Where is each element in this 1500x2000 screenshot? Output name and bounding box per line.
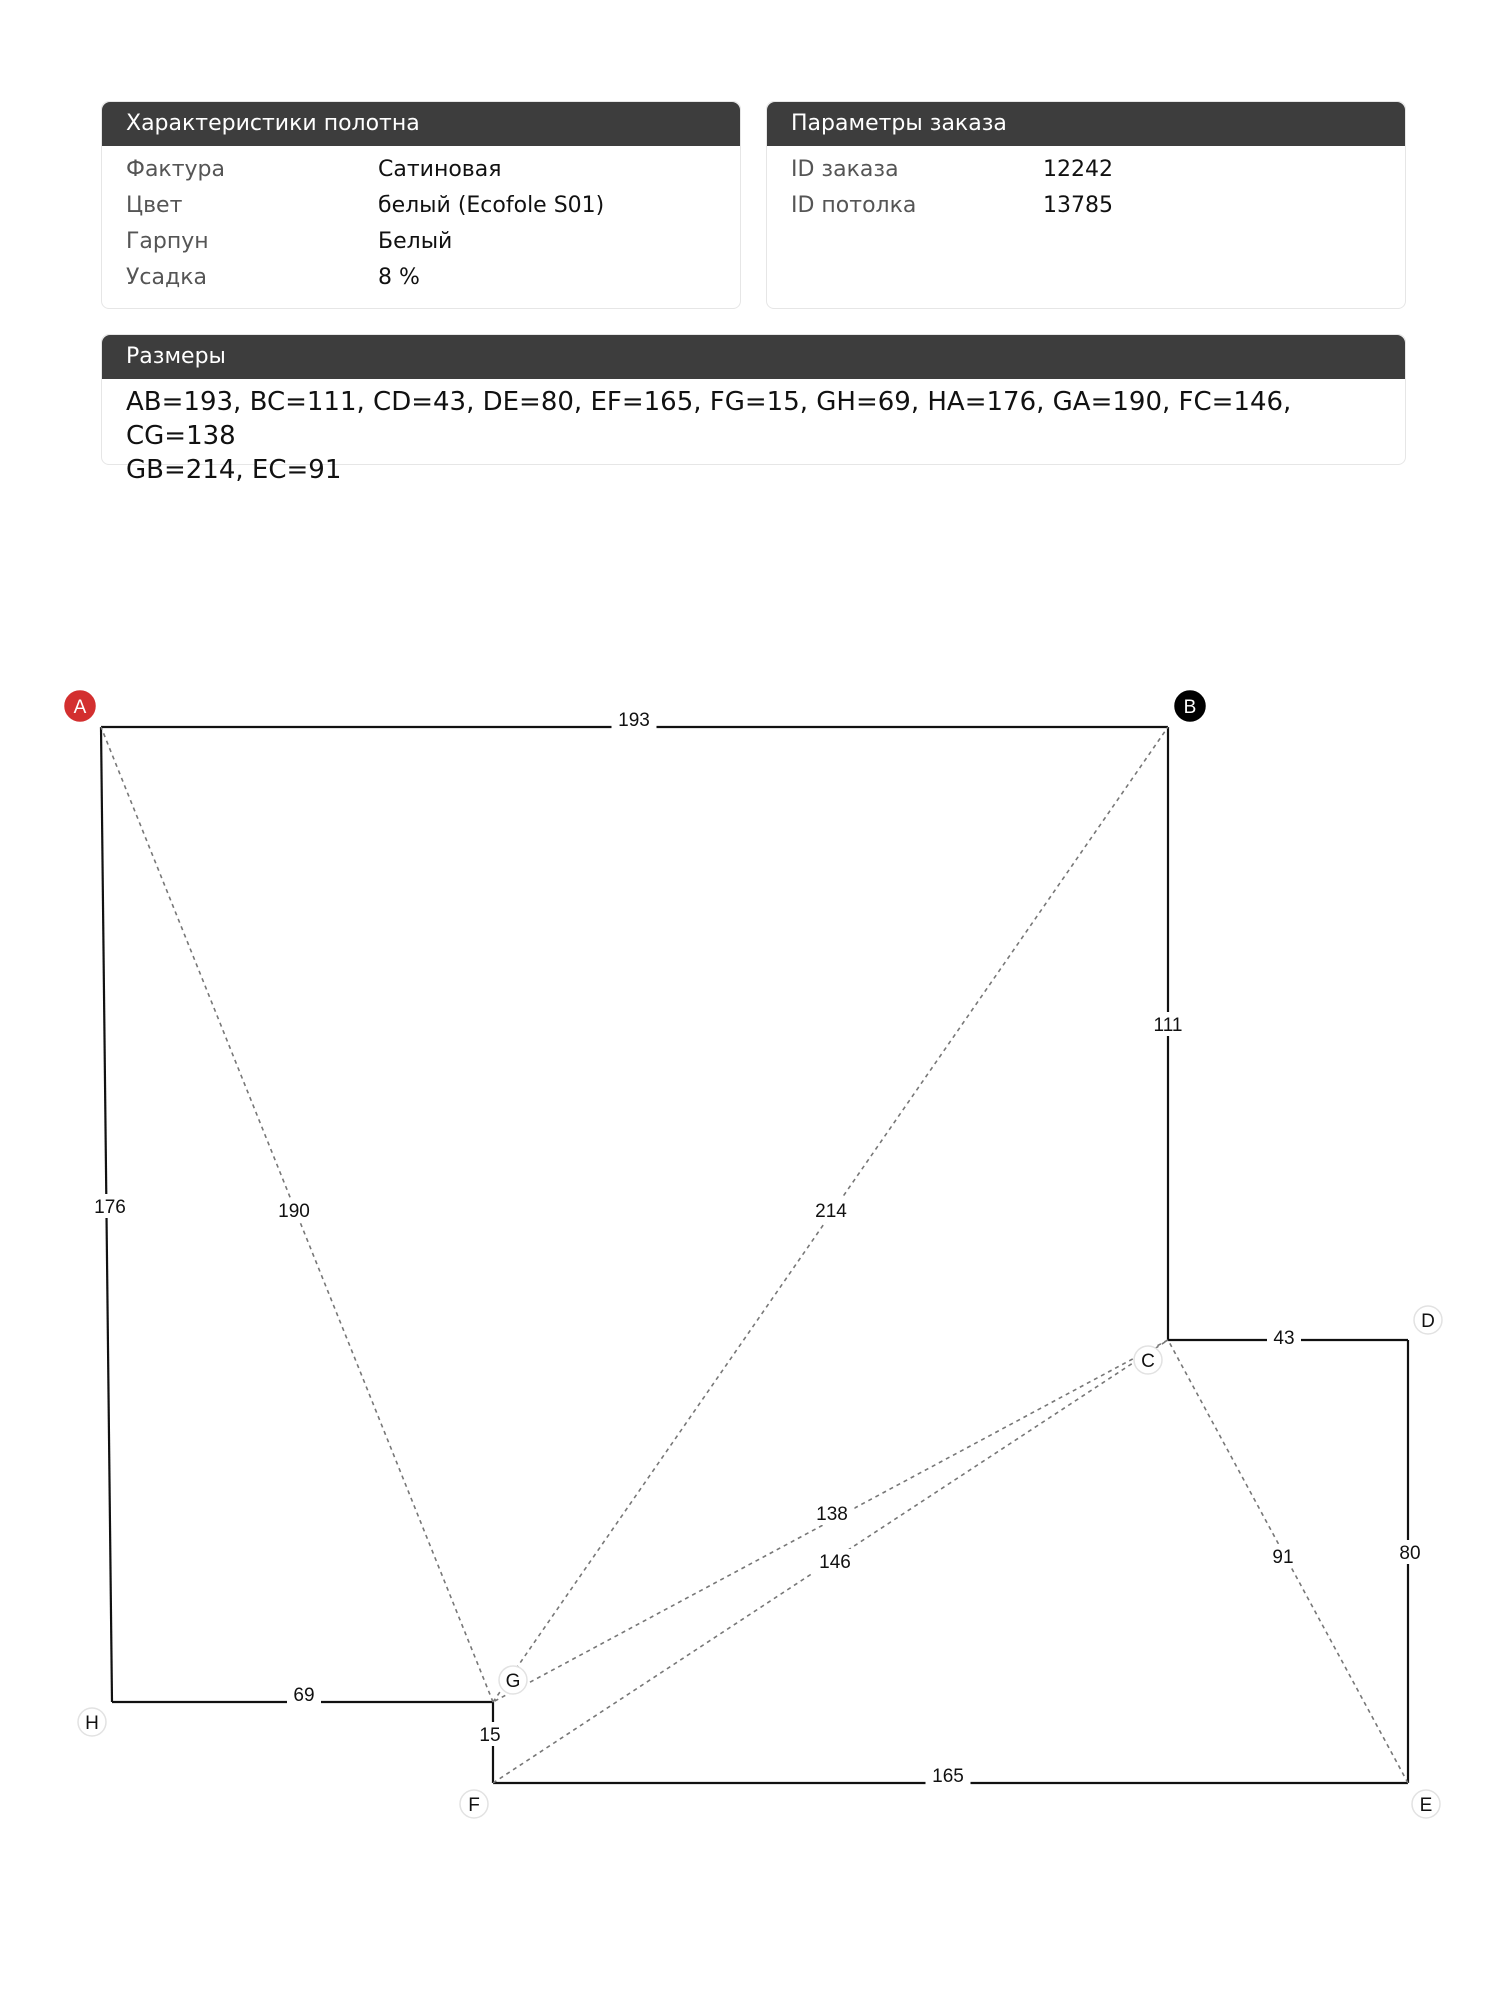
harpoon-value: Белый	[378, 229, 453, 254]
vertex-label-H: H	[85, 1713, 99, 1734]
edge-label-FC: 146	[819, 1552, 851, 1573]
edge-label-BC: 111	[1153, 1015, 1183, 1036]
edge-label-HA: 176	[94, 1197, 126, 1218]
edge-label-EF: 165	[932, 1766, 964, 1787]
edge-label-AB: 193	[618, 710, 650, 731]
edge-label-EC: 91	[1272, 1547, 1294, 1568]
order-id-value: 12242	[1043, 157, 1113, 182]
edge-label-FG: 15	[479, 1725, 501, 1746]
dimensions-line-2: GB=214, EC=91	[126, 455, 342, 485]
vertex-label-A: A	[73, 697, 87, 718]
edge-label-CD: 43	[1273, 1328, 1295, 1349]
ceiling-id-label: ID потолка	[791, 193, 917, 218]
harpoon-label: Гарпун	[126, 229, 209, 254]
vertex-label-G: G	[505, 1671, 521, 1692]
vertex-label-F: F	[468, 1795, 480, 1816]
dimensions-line-1: AB=193, BC=111, CD=43, DE=80, EF=165, FG=15, GH=69, HA=176, GA=190, FC=146, CG=138	[126, 387, 1292, 451]
edge-label-DE: 80	[1399, 1543, 1421, 1564]
edge-label-GB: 214	[815, 1201, 847, 1222]
canvas-info-title: Характеристики полотна	[102, 102, 740, 146]
color-value: белый (Ecofole S01)	[378, 193, 605, 218]
shrinkage-label: Усадка	[126, 265, 207, 290]
edge-labels-layer	[88, 707, 1428, 1787]
edges-layer	[101, 727, 1408, 1783]
vertex-label-C: C	[1141, 1351, 1155, 1372]
vertex-label-E: E	[1419, 1795, 1433, 1816]
vertex-label-B: B	[1183, 697, 1197, 718]
vertices-layer	[65, 691, 1442, 1818]
dimensions-title: Размеры	[102, 335, 1405, 379]
edge-label-CG: 138	[816, 1504, 848, 1525]
shrinkage-value: 8 %	[378, 265, 420, 290]
texture-label: Фактура	[126, 157, 225, 182]
vertex-label-D: D	[1421, 1311, 1435, 1332]
ceiling-id-value: 13785	[1043, 193, 1113, 218]
color-label: Цвет	[126, 193, 183, 218]
edge-label-GA: 190	[278, 1201, 310, 1222]
order-info-title: Параметры заказа	[767, 102, 1405, 146]
edge-label-GH: 69	[293, 1685, 315, 1706]
texture-value: Сатиновая	[378, 157, 502, 182]
order-id-label: ID заказа	[791, 157, 899, 182]
